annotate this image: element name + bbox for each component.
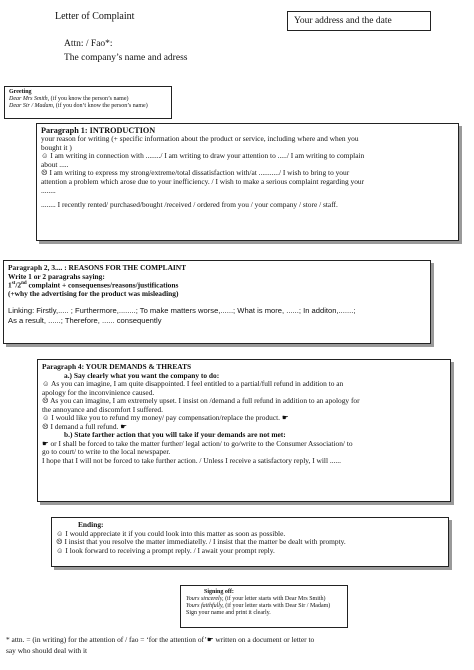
footnote-line-2: say who should deal with it — [6, 646, 88, 655]
signoff-line-3: Sign your name and print it clearly. — [186, 609, 271, 616]
ending-heading: Ending: — [78, 520, 104, 529]
ending-line: ☺ I would appreciate it if you could look into this matter as soon as possible. — [56, 528, 286, 538]
threats-subheading: b.) State farther action that you will take if your demands are not met: — [64, 430, 286, 440]
signoff-line-2: Yours faithfully, (if your letter starts with Dear Sir / Madam) — [186, 602, 331, 609]
linking-words-line-1: Linking: Firstly,..... ; Furthermore,........; To make matters worse,......; What is more, ......; In additon,.......; — [8, 305, 356, 315]
demands-subheading: a.) Say clearly what you want the company to do: — [64, 370, 220, 380]
signoff-line-1: Yours sincerely, (if your letter starts with Dear Mrs Smith) — [186, 595, 326, 602]
letter-title: Letter of Complaint — [55, 11, 135, 22]
paragraph-2-write-instruction: Write 1 or 2 paragrahs saying: — [8, 271, 105, 281]
paragraph-1-line: ☺ I am writing in connection with ......../ I am writing to draw your attention to ...../ I am writing to complain — [41, 151, 365, 161]
ending-line: ☹ I insist that you resolve the matter immediatelly. / I insist that the matter be dealt with prompty. — [56, 537, 346, 547]
paragraph-1-line: ☹ I am writing to express my strong/extreme/total dissatisfaction with/at .........../ I wish to bring to your — [41, 168, 350, 178]
greeting-line-2: Dear Sir / Madam, (if you don’t know the person’s name) — [9, 102, 148, 109]
footnote-line-1: * attn. = (in writing) for the attention of / fao = ‘for the attention of’☛ written on a document or letter to — [6, 635, 315, 644]
linking-words-line-2: As a result, ......; Therefore, ...... consequently — [8, 316, 162, 326]
signing-off-box — [180, 585, 348, 628]
paragraph-1-heading: Paragraph 1: INTRODUCTION — [41, 126, 156, 135]
greeting-line-1: Dear Mrs Smith, (if you know the person’s name) — [9, 95, 129, 102]
paragraph-1-line: attention a problem which arose due to your inefficiency. / I wish to make a serious complaint regarding your — [41, 177, 365, 186]
paragraph-2-heading: Paragraph 2, 3.... : REASONS FOR THE COMPLAINT — [8, 263, 187, 272]
attn-line: Attn: / Fao*: — [64, 39, 113, 49]
paragraph-2-complaint-line: 1st/2nd complaint + consequenses/reasons/justifications — [8, 280, 179, 290]
demands-line: ☺ I would like you to refund my money/ pay compensation/replace the product. ☛ — [42, 413, 289, 423]
demands-line: apology for the inconvinience caused. — [42, 387, 155, 397]
paragraph-4-box — [37, 359, 451, 502]
threats-line: go to court/ to write to the local newspaper. — [42, 447, 171, 457]
demands-line: ☹ As you can imagine, I am extremely upset. I insist on /demand a full refund in addition to an apology for — [42, 396, 360, 406]
paragraph-1-box — [36, 123, 459, 241]
company-name-line: The company’s name and adress — [64, 53, 188, 63]
ending-line: ☺ I look forward to receiving a prompt reply. / I await your prompt reply. — [56, 545, 275, 555]
address-date-box — [287, 11, 431, 31]
paragraph-1-line: about ..... — [41, 159, 69, 169]
threats-line: ☛ or I shall be forced to take the matter further/ legal action/ to go/write to the Consumer Association/ to — [42, 438, 353, 448]
signing-off-heading: Signing off: — [204, 589, 234, 595]
demands-line: ☹ I demand a full refund. ☛ — [42, 421, 127, 431]
ending-box — [51, 517, 449, 567]
threats-line: I hope that I will not be forced to take further action. / Unless I receive a satisfactory reply, I will ...... — [42, 455, 341, 465]
address-date-label: Your address and the date — [294, 16, 392, 26]
paragraph-4-heading: Paragraph 4: YOUR DEMANDS & THREATS — [42, 362, 192, 371]
paragraph-1-line: your reason for writing (+ specific information about the product or service, including where and when you — [41, 134, 359, 144]
paragraph-2-box — [3, 260, 431, 344]
paragraph-1-last-line: ........ I recently rented/ purchased/bought /received / ordered from you / your company / store / staff. — [41, 200, 338, 210]
paragraph-2-advertising-line: (+why the advertising for the product was misleading) — [8, 289, 179, 299]
paragraph-1-line: ........ — [41, 185, 56, 195]
greeting-box — [4, 86, 172, 119]
demands-line: ☺ As you can imagine, I am quite disappointed. I feel entitled to a partial/full refund in addition to an — [42, 379, 344, 389]
demands-line: the annoyance and discomfort I suffered. — [42, 404, 163, 414]
greeting-heading: Greeting — [9, 89, 32, 95]
paragraph-1-line: bought it ) — [41, 142, 72, 152]
